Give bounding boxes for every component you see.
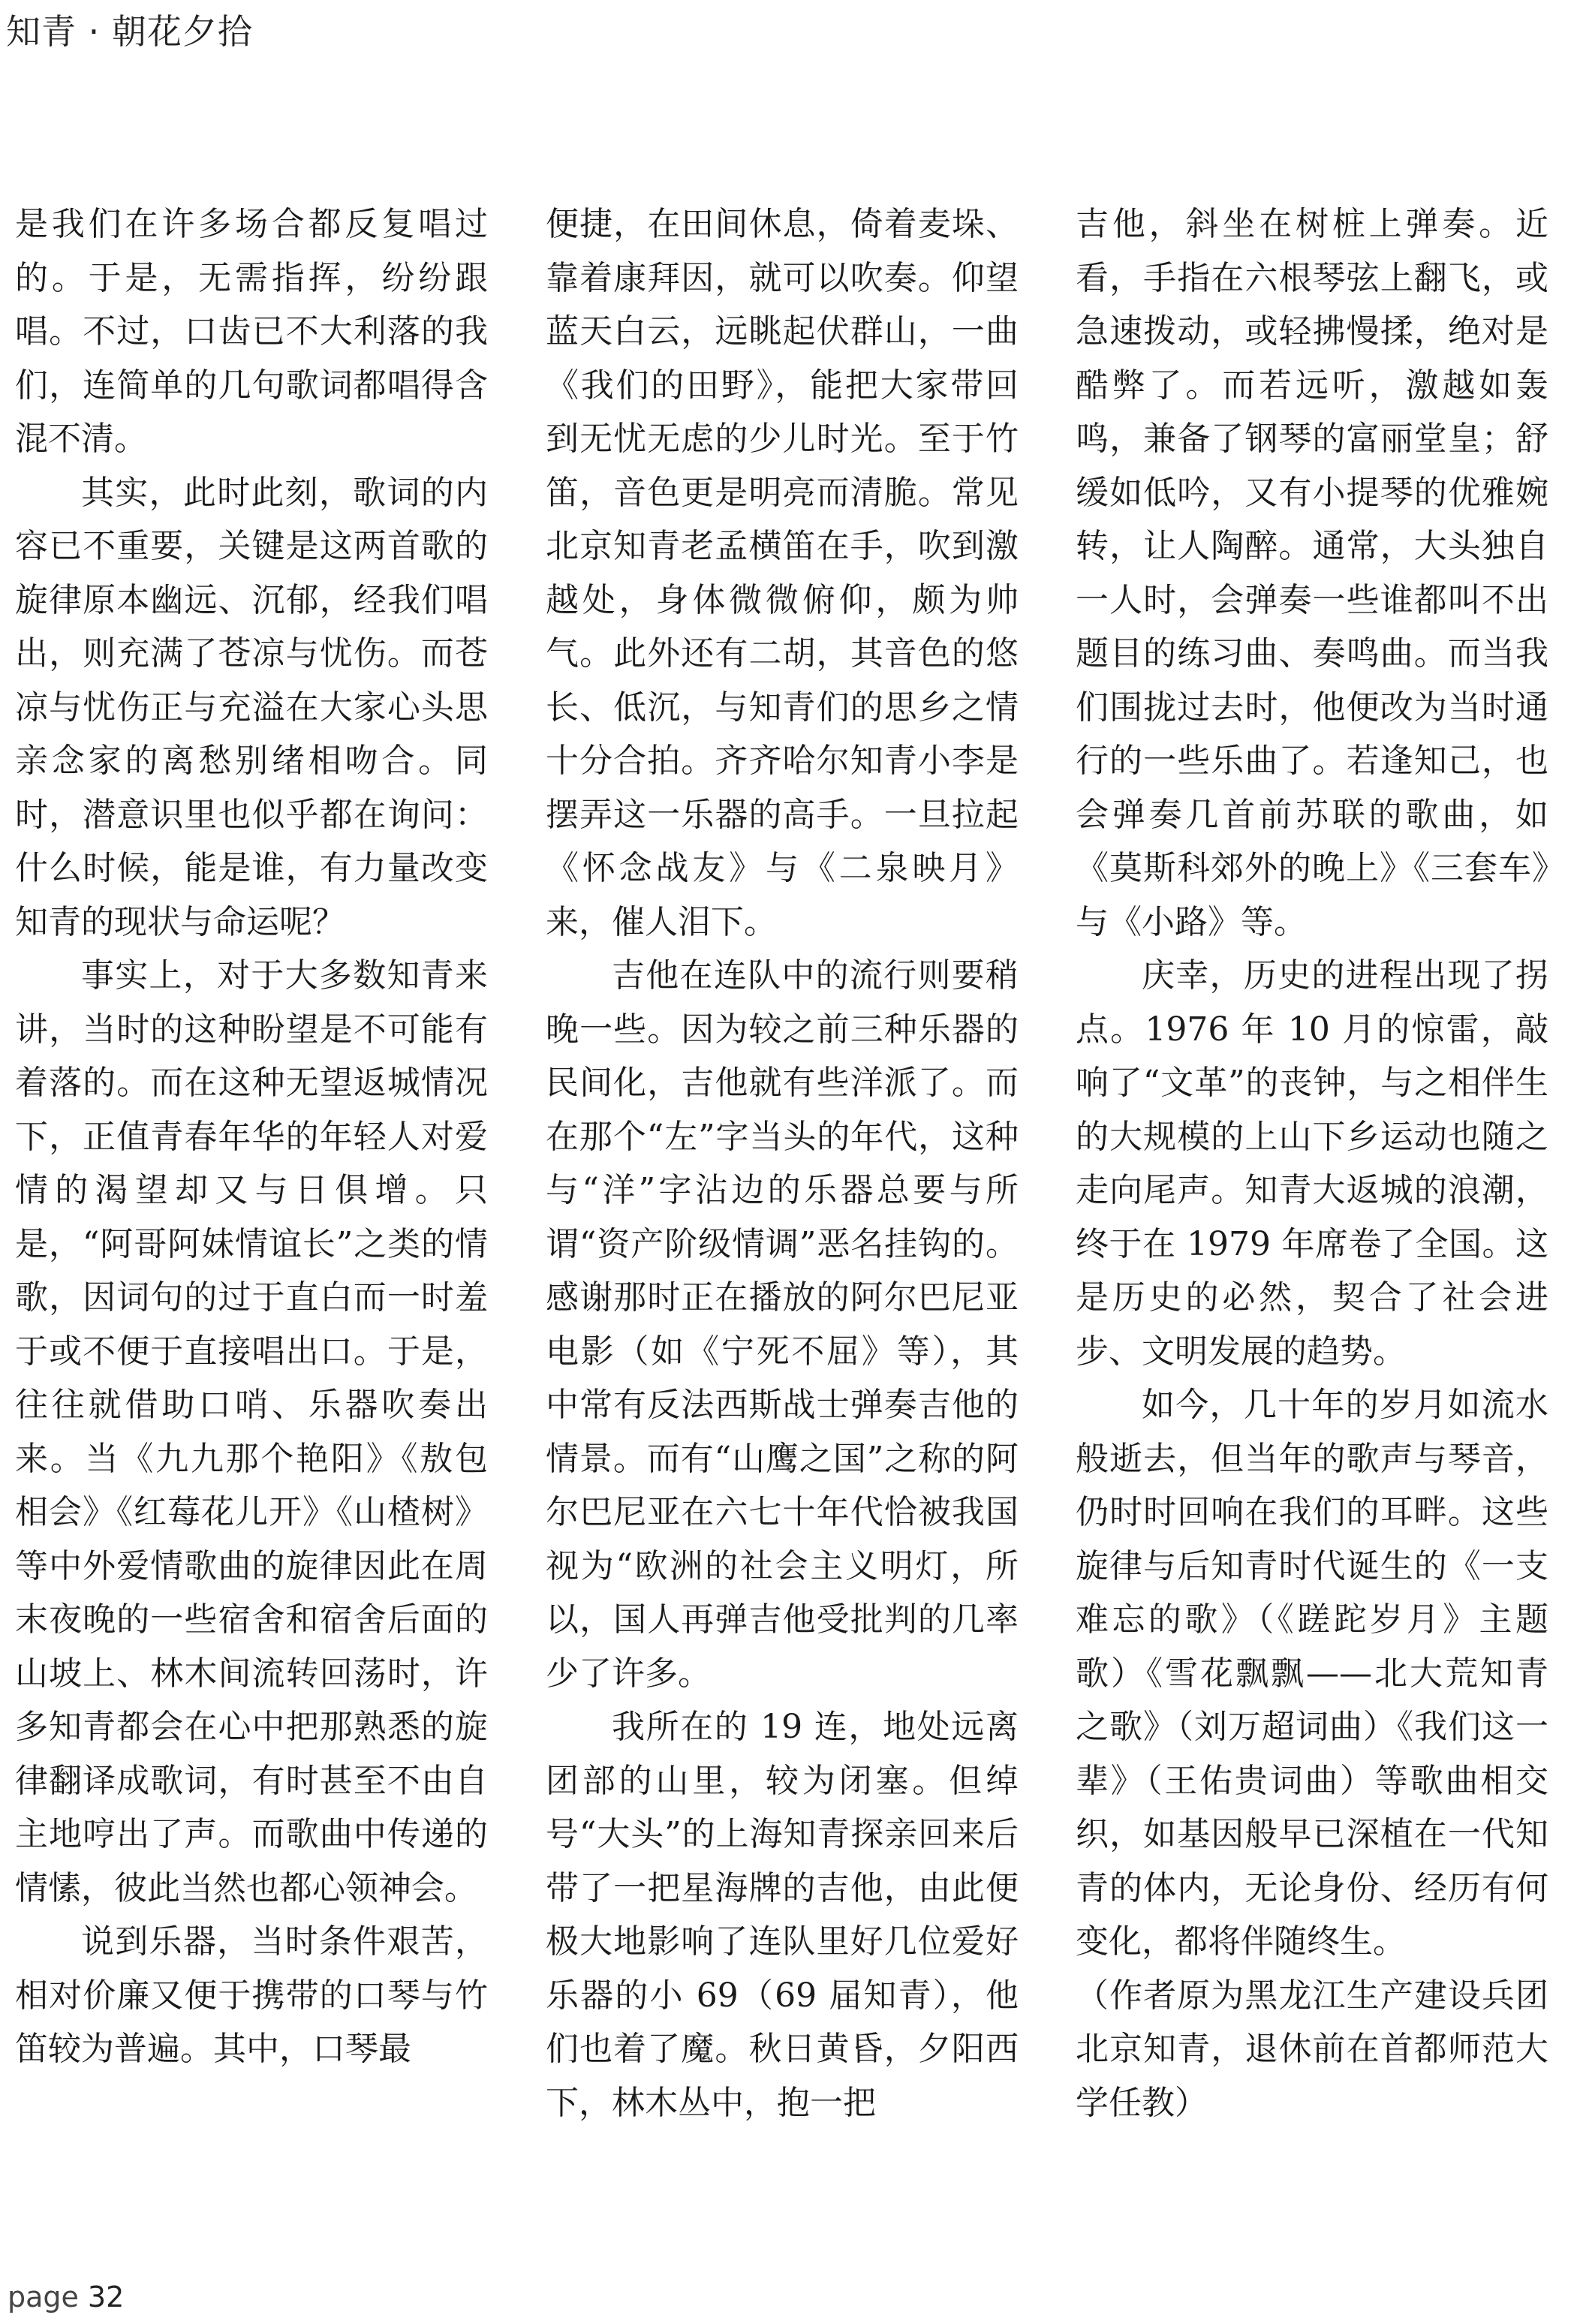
paragraph: 吉他在连队中的流行则要稍晚一些。因为较之前三种乐器的民间化，吉他就有些洋派了。而在那个“左”字当头的年代，这种与“洋”字沾边的乐器总要与所谓“资产阶级情调”恶名挂钩的。感谢那时正在播放的阿尔巴尼亚电影（如《宁死不屈》等），其中常有反法西斯战士弹奏吉他的情景。而有“山鹰之国”之称的阿尔巴尼亚在六七十年代恰被我国视为“欧洲的社会主义明灯，所以，国人再弹吉他受批判的几率少了许多。 [546, 956, 1019, 1693]
text-column-2 [546, 197, 1019, 2130]
paragraph: 便捷，在田间休息，倚着麦垛、靠着康拜因，就可以吹奏。仰望蓝天白云，远眺起伏群山，一曲《我们的田野》，能把大家带回到无忧无虑的少儿时光。至于竹笛，音色更是明亮而清脆。常见北京知青老孟横笛在手，吹到激越处，身体微微俯仰，颇为帅气。此外还有二胡，其音色的悠长、低沉，与知青们的思乡之情十分合拍。齐齐哈尔知青小李是摆弄这一乐器的高手。一旦拉起《怀念战友》与《二泉映月》来，催人泪下。 [546, 205, 1019, 941]
paragraph: 说到乐器，当时条件艰苦，相对价廉又便于携带的口琴与竹笛较为普遍。其中，口琴最 [15, 1922, 488, 2068]
paragraph: 是我们在许多场合都反复唱过的。于是，无需指挥，纷纷跟唱。不过，口齿已不大利落的我们，连简单的几句歌词都唱得含混不清。 [15, 205, 488, 458]
paragraph: 庆幸，历史的进程出现了拐点。1976 年 10 月的惊雷，敲响了“文革”的丧钟，与之相伴生的大规模的上山下乡运动也随之走向尾声。知青大返城的浪潮，终于在 1979 年席卷了全国。这是历史的必然，契合了社会进步、文明发展的趋势。 [1076, 956, 1548, 1371]
author-note: （作者原为黑龙江生产建设兵团北京知青，退休前在首都师范大学任教） [1076, 1976, 1548, 2122]
paragraph: 事实上，对于大多数知青来讲，当时的这种盼望是不可能有着落的。而在这种无望返城情况下，正值青春年华的年轻人对爱情的渴望却又与日俱增。只是，“阿哥阿妹情谊长”之类的情歌，因词句的过于直白而一时羞于或不便于直接唱出口。于是，往往就借助口哨、乐器吹奏出来。当《九九那个艳阳》《敖包相会》《红莓花儿开》《山楂树》等中外爱情歌曲的旋律因此在周末夜晚的一些宿舍和宿舍后面的山坡上、林木间流转回荡时，许多知青都会在心中把那熟悉的旋律翻译成歌词，有时甚至不由自主地哼出了声。而歌曲中传递的情愫，彼此当然也都心领神会。 [15, 956, 488, 1907]
page-footer [8, 2280, 124, 2313]
text-column-1 [15, 197, 488, 2076]
paragraph: 如今，几十年的岁月如流水般逝去，但当年的歌声与琴音，仍时时回响在我们的耳畔。这些旋律与后知青时代诞生的《一支难忘的歌》（《蹉跎岁月》主题歌）《雪花飘飘——北大荒知青之歌》（刘万超词曲）《我们这一辈》（王佑贵词曲）等歌曲相交织，如基因般早已深植在一代知青的体内，无论身份、经历有何变化，都将伴随终生。 [1076, 1386, 1548, 1961]
text-column-3 [1076, 197, 1548, 2130]
page-label: page [8, 2280, 79, 2313]
running-header: 知青 · 朝花夕拾 [6, 11, 253, 52]
paragraph: 其实，此时此刻，歌词的内容已不重要，关键是这两首歌的旋律原本幽远、沉郁，经我们唱出，则充满了苍凉与忧伤。而苍凉与忧伤正与充溢在大家心头思亲念家的离愁别绪相吻合。同时，潜意识里也似乎都在询问：什么时候，能是谁，有力量改变知青的现状与命运呢？ [15, 473, 488, 941]
page-number: 32 [87, 2280, 125, 2313]
paragraph: 我所在的 19 连，地处远离团部的山里，较为闭塞。但绰号“大头”的上海知青探亲回来后带了一把星海牌的吉他，由此便极大地影响了连队里好几位爱好乐器的小 69（69 届知青），他们也着了魔。秋日黄昏，夕阳西下，林木丛中，抱一把 [546, 1708, 1019, 2122]
paragraph: 吉他，斜坐在树桩上弹奏。近看，手指在六根琴弦上翻飞，或急速拨动，或轻拂慢揉，绝对是酷弊了。而若远听，激越如轰鸣，兼备了钢琴的富丽堂皇；舒缓如低吟，又有小提琴的优雅婉转，让人陶醉。通常，大头独自一人时，会弹奏一些谁都叫不出题目的练习曲、奏鸣曲。而当我们围拢过去时，他便改为当时通行的一些乐曲了。若逢知己，也会弹奏几首前苏联的歌曲，如《莫斯科郊外的晚上》《三套车》与《小路》等。 [1076, 205, 1548, 941]
